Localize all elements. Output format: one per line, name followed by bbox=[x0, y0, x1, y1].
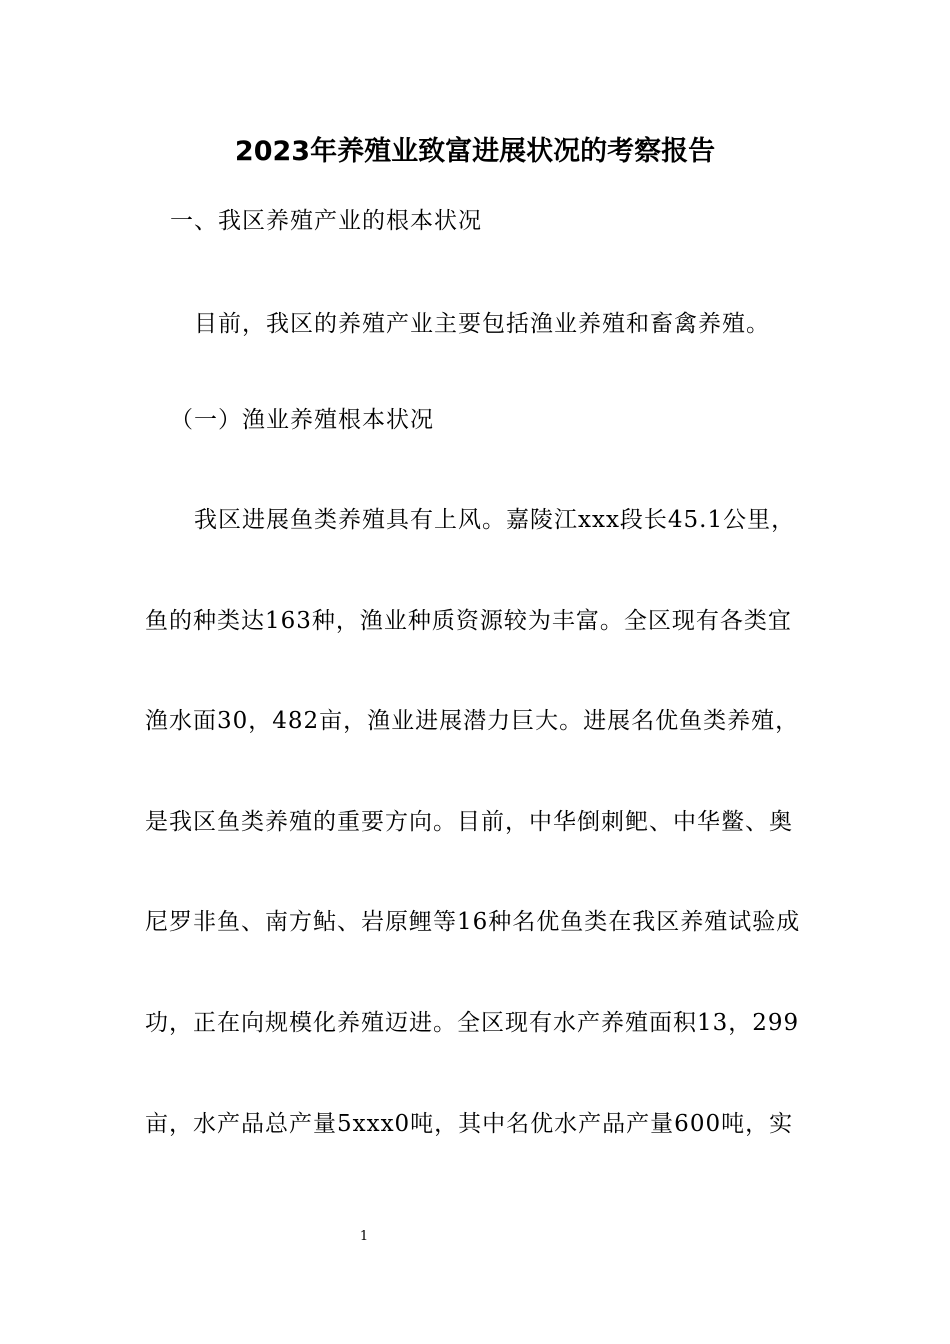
paragraph-line: 我区进展鱼类养殖具有上风。嘉陵江xxx段长45.1公里， bbox=[194, 507, 796, 533]
paragraph-line: 鱼的种类达163种，渔业种质资源较为丰富。全区现有各类宜 bbox=[145, 608, 792, 634]
paragraph-line: 尼罗非鱼、南方鲇、岩原鲤等16种名优鱼类在我区养殖试验成 bbox=[145, 909, 801, 935]
subsection-heading: （一）渔业养殖根本状况 bbox=[170, 407, 434, 433]
paragraph-line: 亩，水产品总产量5xxx0吨，其中名优水产品产量600吨，实 bbox=[145, 1111, 794, 1137]
section-heading: 一、我区养殖产业的根本状况 bbox=[170, 208, 482, 234]
paragraph-line: 功，正在向规模化养殖迈进。全区现有水产养殖面积13，299 bbox=[145, 1010, 800, 1036]
intro-paragraph: 目前，我区的养殖产业主要包括渔业养殖和畜禽养殖。 bbox=[194, 311, 770, 337]
document-title: 2023年养殖业致富进展状况的考察报告 bbox=[234, 136, 716, 167]
page-number: 1 bbox=[359, 1229, 369, 1244]
paragraph-line: 是我区鱼类养殖的重要方向。目前，中华倒刺鲃、中华鳖、奥 bbox=[145, 809, 793, 835]
paragraph-line: 渔水面30，482亩，渔业进展潜力巨大。进展名优鱼类养殖， bbox=[145, 708, 800, 734]
